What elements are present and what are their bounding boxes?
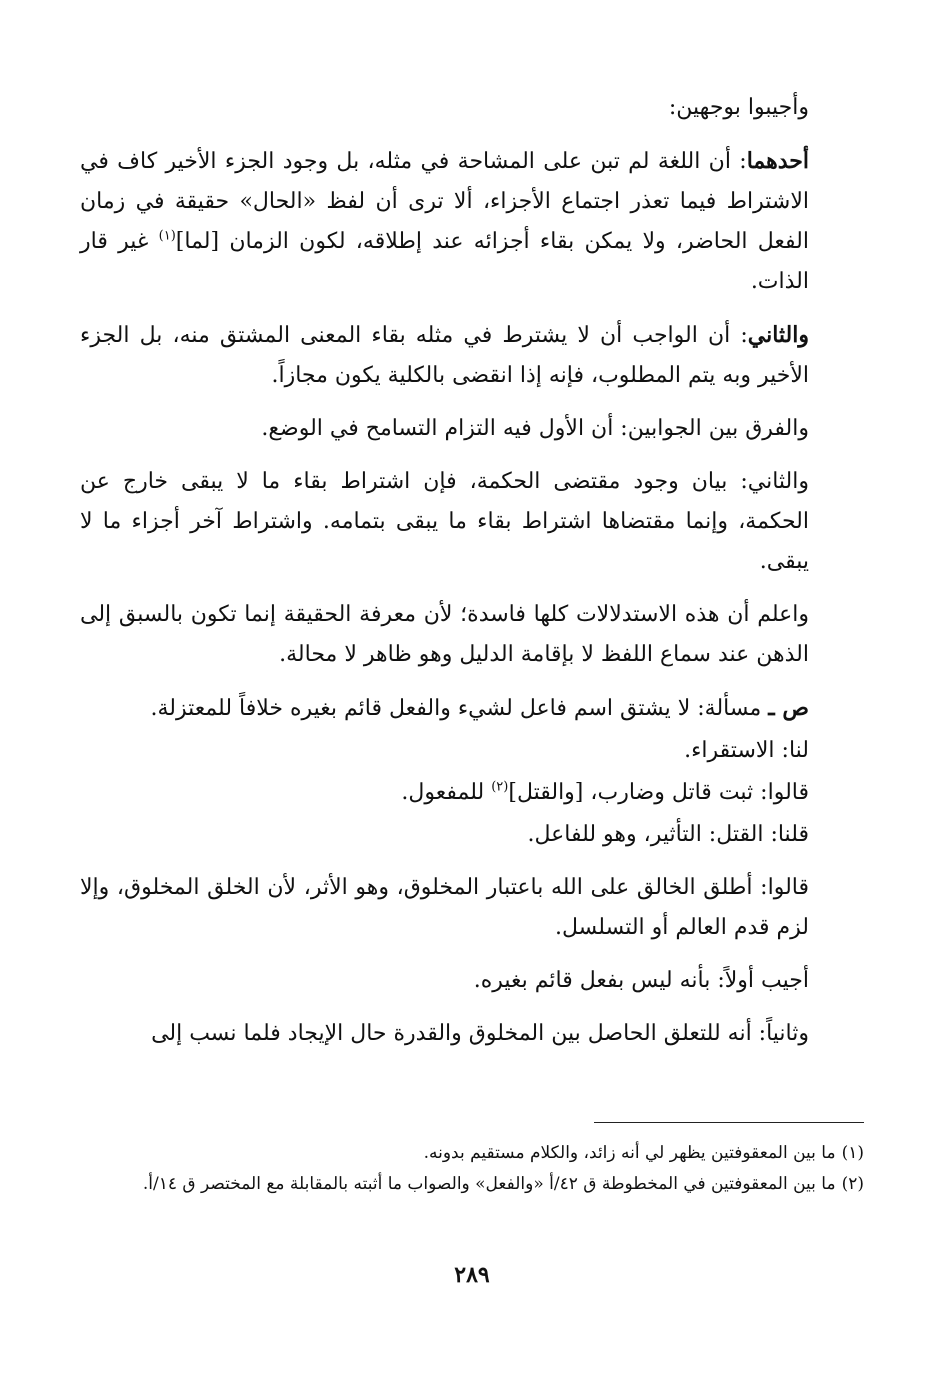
paragraph-13: وثانياً: أنه للتعلق الحاصل بين المخلوق والقدرة حال الإيجاد فلما نسب إلى bbox=[151, 1021, 809, 1046]
lead-word: أحدهما bbox=[746, 148, 809, 174]
paragraph-1: وأجيبوا بوجهين: bbox=[668, 95, 809, 120]
paragraph-text: مسألة: لا يشتق اسم فاعل لشيء والفعل قائم بغيره خلافاً للمعتزلة. bbox=[150, 696, 769, 721]
footnote-text: ما بين المعقوفتين يظهر لي أنه زائد، والكلام مستقيم بدونه. bbox=[423, 1143, 836, 1163]
paragraph-6: واعلم أن هذه الاستدلالات كلها فاسدة؛ لأن معرفة الحقيقة إنما تكون بالسبق إلى الذهن عند سماع اللفظ لا بإقامة الدليل وهو ظاهر لا محالة. bbox=[80, 602, 809, 667]
footnotes bbox=[80, 1138, 864, 1200]
paragraph-11: قالوا: أطلق الخالق على الله باعتبار المخلوق، وهو الأثر، لأن الخلق المخلوق، وإلا لزم قدم العالم أو التسلسل. bbox=[80, 875, 809, 940]
paragraph-text: : أن اللغة لم تبن على المشاحة في مثله، بل وجود الجزء الأخير كاف في الاشتراط فيما تعذر اجتماع الأجزاء، ألا ترى أن لفظ «الحال» حقيقة في زمان الفعل الحاضر، ولا يمكن بقاء أجزائه عند إطلاقه، لكون الزمان [لما] bbox=[80, 149, 809, 254]
lead-word: والثاني bbox=[747, 322, 809, 348]
paragraph-text: قالوا: ثبت قاتل وضارب، [والقتل] bbox=[508, 780, 809, 805]
footnote-number: (٢) bbox=[841, 1174, 864, 1194]
paragraph-9 bbox=[80, 773, 864, 813]
main-text bbox=[80, 88, 864, 1067]
footnote-ref-2[interactable]: (٢) bbox=[491, 779, 509, 795]
paragraph-text: : أن الواجب أن لا يشترط في مثله بقاء المعنى المشتق منه، بل الجزء الأخير وبه يتم المطلوب، فإنه إذا انقضى بالكلية يكون مجازاً. bbox=[80, 323, 809, 388]
paragraph-3 bbox=[80, 315, 864, 396]
paragraph-12: أجيب أولاً: بأنه ليس بفعل قائم بغيره. bbox=[473, 968, 809, 993]
paragraph-10: قلنا: القتل: التأثير، وهو للفاعل. bbox=[527, 822, 809, 847]
footnote-text: ما بين المعقوفتين في المخطوطة ق ٤٢/أ «والفعل» والصواب ما أثبته بالمقابلة مع المختصر ق ١٤/أ. bbox=[142, 1174, 836, 1194]
paragraph-7 bbox=[80, 688, 864, 729]
page-number: ٢٨٩ bbox=[454, 1262, 490, 1288]
footnote-ref-1[interactable]: (١) bbox=[158, 228, 176, 244]
paragraph-4: والفرق بين الجوابين: أن الأول فيه التزام التسامح في الوضع. bbox=[261, 416, 809, 441]
footnote-1 bbox=[80, 1138, 864, 1169]
paragraph-2 bbox=[80, 141, 864, 302]
footnote-number: (١) bbox=[841, 1143, 864, 1163]
paragraph-8: لنا: الاستقراء. bbox=[684, 738, 809, 763]
paragraph-text: غير قار الذات. bbox=[80, 229, 809, 294]
paragraph-text: للمفعول. bbox=[401, 780, 492, 805]
text-marker: ص ـ bbox=[768, 695, 809, 721]
footnote-divider bbox=[594, 1122, 864, 1123]
footnote-2 bbox=[80, 1169, 864, 1200]
paragraph-5: والثاني: بيان وجود مقتضى الحكمة، فإن اشتراط بقاء ما لا يبقى خارج عن الحكمة، وإنما مقتضاها اشتراط بقاء ما يبقى بتمامه. واشتراط آخر أجزاء ما لا يبقى. bbox=[80, 469, 809, 574]
